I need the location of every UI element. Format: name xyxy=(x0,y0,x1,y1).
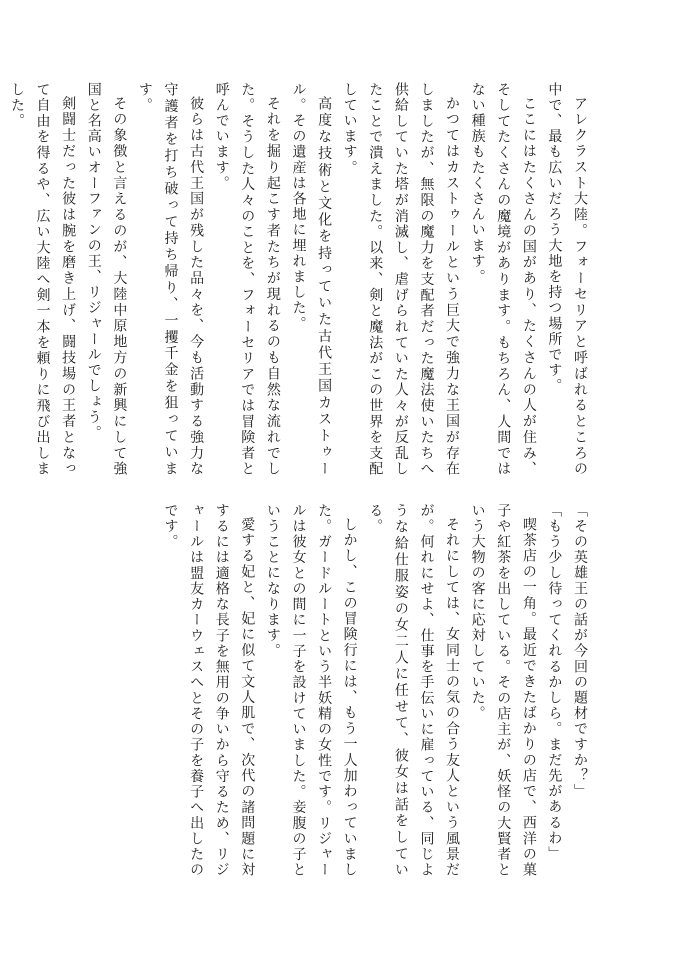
paragraph: アレクラスト大陸。フォーセリアと呼ばれるところの中で、最も広いだろう大地を持つ場所です。 xyxy=(546,82,588,477)
paragraph: かつてはカストゥールという巨大で強力な王国が存在しましたが、無限の魔力を支配者だった魔法使いたちへ供給していた塔が消滅し、虐げられていた人々が反乱したことで潰えました。以来、剣と魔法がこの世界を支配しています。 xyxy=(341,82,461,477)
dialogue-line: 「もう少し待ってくれるかしら。まだ先があるわ」 xyxy=(546,503,563,862)
lower-text-block xyxy=(80,503,592,878)
paragraph: しかし、この冒険行には、もう一人加わっていました。ガードルートという半妖精の女性です。リジャールは彼女との間に一子を設けていました。妾腹の子ということになります。 xyxy=(264,503,358,878)
paragraph: その象徴と言えるのが、大陸中原地方の新興にして強国と名高いオーファンの王、リジャールでしょう。 xyxy=(85,82,128,477)
paragraph: 高度な技術と文化を持っていた古代王国カストゥール。その遺産は各地に埋れました。 xyxy=(290,82,333,477)
paragraph: それにしては、女同士の気の合う友人という風景だが。何れにせよ、仕事を手伝いに雇っている、同じような給仕服姿の女二人に任せて、彼女は話をしている。 xyxy=(367,503,461,878)
paragraph: 剣闘士だった彼は腕を磨き上げ、闘技場の王者となって自由を得るや、広い大陸へ剣一本を頼りに飛び出しました。 xyxy=(8,82,77,477)
paragraph: 彼らは古代王国が残した品々を、今も活動する強力な守護者を打ち破って持ち帰り、一攫千金を狙っています。 xyxy=(136,82,205,477)
paragraph: それを掘り起こす者たちが現れるのも自然な流れでした。そうした人々のことを、フォーセリアでは冒険者と呼んでいます。 xyxy=(213,82,281,477)
paragraph xyxy=(0,82,3,477)
paragraph: 愛する妃と、妃に似て文人肌で、次代の諸問題に対するには適格な長子を無用の争いから守るため、リジャールは盟友カーウェスへとその子を養子へ出したのです。 xyxy=(162,503,256,878)
dialogue-line: 「その英雄王の話が今回の題材ですか？」 xyxy=(572,503,588,800)
paragraph: ここにはたくさんの国があり、たくさんの人が住み、そしてたくさんの魔境があります。もちろん、人間ではない種族もたくさんいます。 xyxy=(469,82,537,477)
upper-text-block xyxy=(8,82,592,477)
paragraph: 喫茶店の一角。最近できたばかりの店で、西洋の菓子や紅茶を出している。その店主が、妖怪の大賢者という大物の客に応対していた。 xyxy=(469,503,537,878)
